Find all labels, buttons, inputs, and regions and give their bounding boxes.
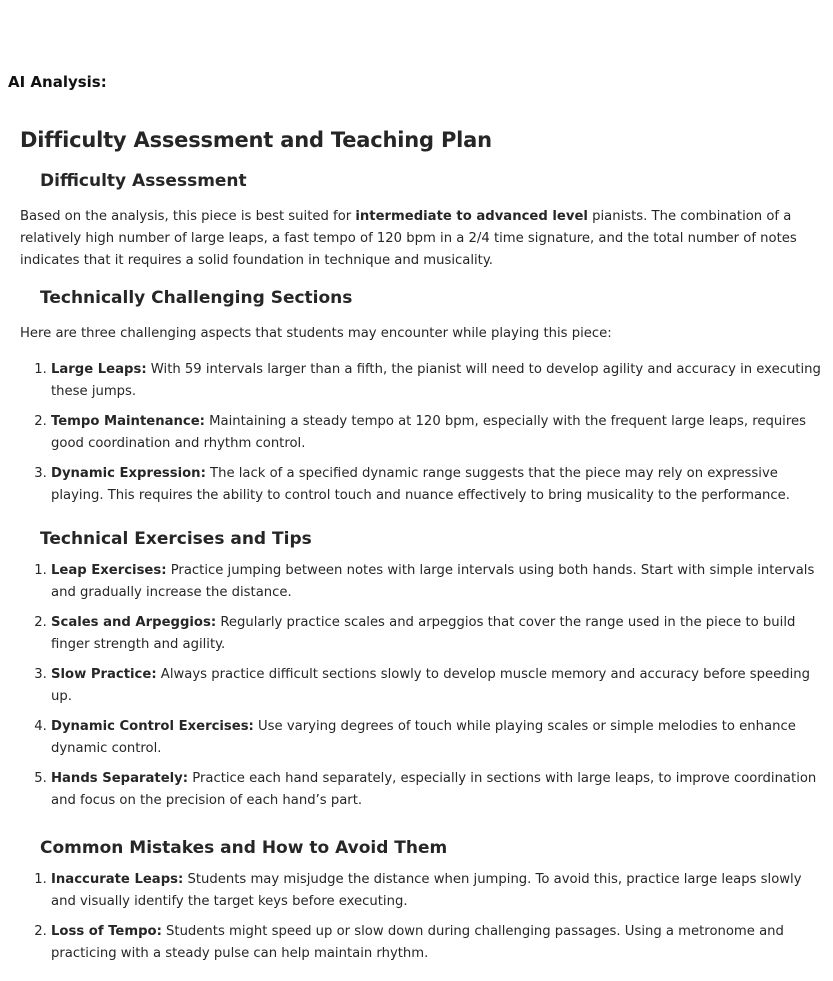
- list-item-label: Dynamic Control Exercises:: [51, 719, 254, 734]
- list-item-text: Practice jumping between notes with large intervals using both hands. Start with simple intervals and gradually increase the distance.: [51, 563, 815, 600]
- analysis-document: [20, 124, 830, 981]
- list-item-label: Leap Exercises:: [51, 563, 167, 578]
- list-item: [51, 921, 830, 965]
- section-heading: Common Mistakes and How to Avoid Them: [40, 838, 448, 858]
- section-intro: Here are three challenging aspects that students may encounter while playing this piece:: [20, 326, 612, 341]
- list-item: [51, 869, 830, 913]
- list-item: [51, 560, 830, 604]
- challenges-list: [20, 359, 830, 507]
- list-item-text: Practice each hand separately, especially in sections with large leaps, to improve coordination and focus on the precision of each hand’s part.: [51, 771, 817, 808]
- list-item-label: Inaccurate Leaps:: [51, 872, 184, 887]
- section-common-mistakes: [20, 836, 830, 965]
- paragraph-bold-text: intermediate to advanced level: [355, 209, 588, 224]
- ai-analysis-label: AI Analysis:: [8, 73, 107, 91]
- section-technical-exercises: [20, 527, 830, 812]
- list-item: [51, 359, 830, 403]
- exercises-list: [20, 560, 830, 812]
- section-heading: Technically Challenging Sections: [40, 288, 353, 308]
- list-item-text: Always practice difficult sections slowly to develop muscle memory and accuracy before speeding up.: [51, 667, 811, 704]
- paragraph-text: Based on the analysis, this piece is best suited for: [20, 209, 356, 224]
- list-item-label: Dynamic Expression:: [51, 466, 206, 481]
- document-title: Difficulty Assessment and Teaching Plan: [20, 128, 492, 152]
- section-heading: Technical Exercises and Tips: [40, 529, 312, 549]
- section-heading: Difficulty Assessment: [40, 171, 247, 191]
- list-item-text: Maintaining a steady tempo at 120 bpm, especially with the frequent large leaps, requires good coordination and rhythm control.: [51, 414, 806, 451]
- list-item-label: Scales and Arpeggios:: [51, 615, 217, 630]
- list-item-label: Slow Practice:: [51, 667, 157, 682]
- paragraph-text: pianists. The combination of a relatively high number of large leaps, a fast tempo of 120 bpm in a 2/4 time signature, and the total number of notes indicates that it requires a solid foundation in technique and musicality.: [20, 209, 797, 268]
- list-item: [51, 716, 830, 760]
- list-item: [51, 411, 830, 455]
- list-item: [51, 768, 830, 812]
- list-item-label: Hands Separately:: [51, 771, 189, 786]
- list-item: [51, 463, 830, 507]
- list-item-text: Regularly practice scales and arpeggios that cover the range used in the piece to build finger strength and agility.: [51, 615, 796, 652]
- list-item-text: With 59 intervals larger than a fifth, the pianist will need to develop agility and accuracy in executing these jumps.: [51, 362, 821, 399]
- list-item-text: Students may misjudge the distance when jumping. To avoid this, practice large leaps slowly and visually identify the target keys before executing.: [51, 872, 802, 909]
- list-item-label: Loss of Tempo:: [51, 924, 162, 939]
- list-item: [51, 612, 830, 656]
- section-difficulty-assessment: [20, 169, 830, 272]
- list-item-label: Tempo Maintenance:: [51, 414, 205, 429]
- list-item-text: Use varying degrees of touch while playing scales or simple melodies to enhance dynamic control.: [51, 719, 796, 756]
- list-item: [51, 664, 830, 708]
- section-challenging-sections: [20, 286, 830, 507]
- mistakes-list: [20, 869, 830, 965]
- list-item-text: The lack of a specified dynamic range suggests that the piece may rely on expressive playing. This requires the ability to control touch and nuance effectively to bring musicality to the performance.: [51, 466, 790, 503]
- list-item-label: Large Leaps:: [51, 362, 147, 377]
- list-item-text: Students might speed up or slow down during challenging passages. Using a metronome and practicing with a steady pulse can help maintain rhythm.: [51, 924, 784, 961]
- difficulty-paragraph: [20, 206, 830, 272]
